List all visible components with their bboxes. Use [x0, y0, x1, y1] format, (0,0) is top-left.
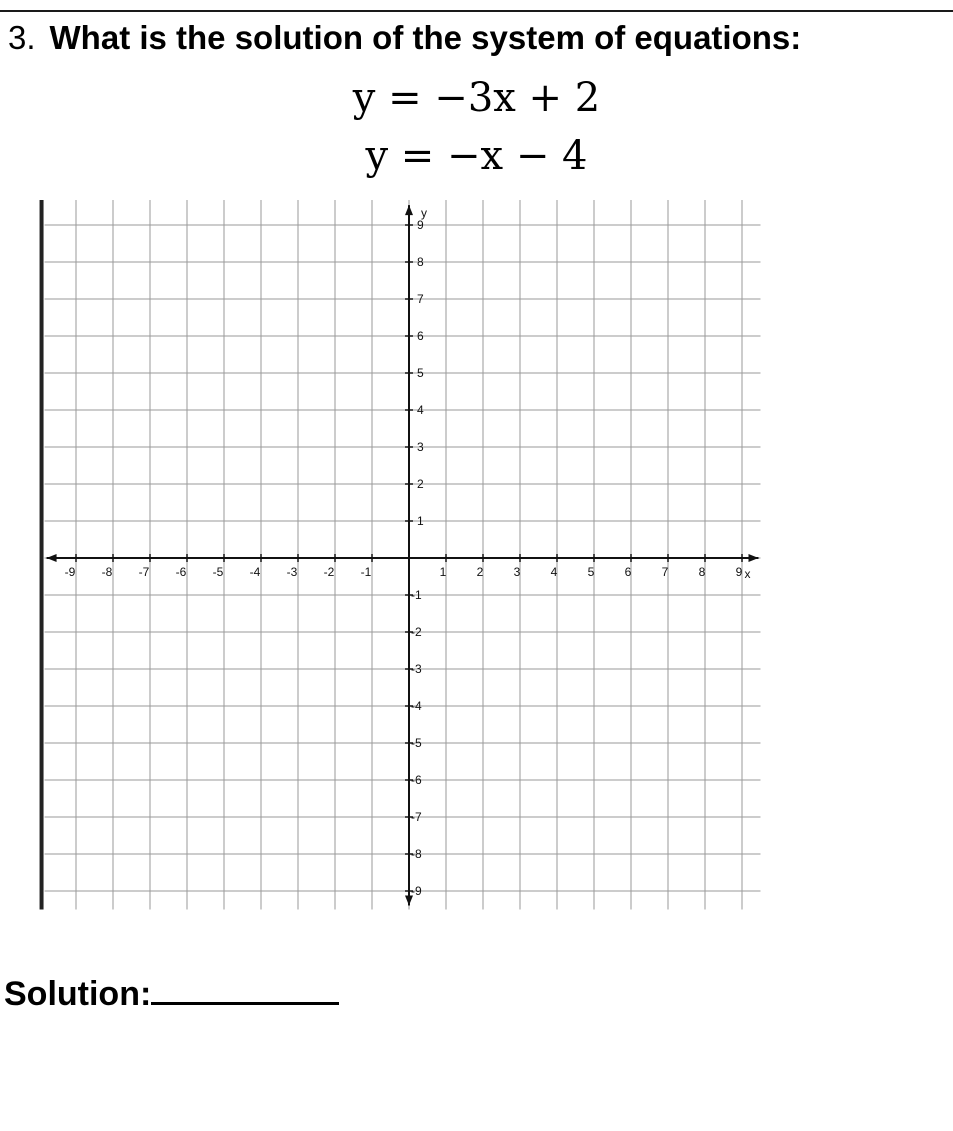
y-tick-label: -8	[411, 847, 422, 861]
x-tick-label: 5	[587, 565, 595, 579]
x-tick-label: -4	[249, 565, 261, 579]
x-tick-label: -1	[360, 565, 372, 579]
y-tick-label: 8	[417, 255, 424, 269]
x-tick-label: 8	[698, 565, 706, 579]
x-tick-label: -6	[175, 565, 187, 579]
equation-1: y = −3x + 2	[352, 75, 601, 121]
y-tick-label: -1	[411, 588, 422, 602]
x-tick-label: -2	[323, 565, 335, 579]
x-tick-label: 7	[661, 565, 669, 579]
x-tick-label: 3	[513, 565, 521, 579]
x-tick-label: -7	[138, 565, 150, 579]
y-tick-label: -2	[411, 625, 422, 639]
x-tick-label: 9	[735, 565, 743, 579]
y-tick-label: 4	[417, 403, 424, 417]
solution-answer-blank[interactable]	[151, 974, 339, 1005]
y-tick-label: 3	[417, 440, 424, 454]
x-tick-label: -9	[64, 565, 76, 579]
x-axis-arrow-right	[749, 554, 759, 562]
solution-label: Solution:	[4, 975, 152, 1013]
x-axis-arrow-left	[47, 554, 57, 562]
y-tick-label: -3	[411, 662, 422, 676]
question-heading	[8, 18, 801, 58]
y-axis-label: y	[421, 206, 427, 221]
y-tick-label: -4	[411, 699, 422, 713]
y-tick-label: 9	[417, 218, 424, 232]
y-tick-label: -5	[411, 736, 422, 750]
top-rule	[0, 10, 953, 12]
x-tick-label: 1	[439, 565, 447, 579]
x-tick-label: -3	[286, 565, 298, 579]
x-tick-label: 4	[550, 565, 558, 579]
x-tick-label: -5	[212, 565, 224, 579]
y-tick-label: 1	[417, 514, 424, 528]
y-axis-arrow-up	[405, 205, 413, 215]
y-tick-label: -9	[411, 884, 422, 898]
question-number: 3.	[8, 19, 36, 56]
y-tick-label: 7	[417, 292, 424, 306]
coordinate-grid[interactable]	[0, 200, 800, 915]
question-text: What is the solution of the system of equations:	[49, 19, 802, 56]
y-tick-label: -7	[411, 810, 422, 824]
grid-lines	[45, 200, 761, 910]
y-tick-label: 2	[417, 477, 424, 491]
x-axis-label: x	[744, 567, 751, 581]
y-tick-label: 5	[417, 366, 424, 380]
x-tick-label: -8	[101, 565, 113, 579]
y-tick-label: -6	[411, 773, 422, 787]
y-tick-label: 6	[417, 329, 424, 343]
x-tick-label: 6	[624, 565, 632, 579]
equation-2: y = −x − 4	[365, 133, 588, 179]
solution-line	[4, 974, 339, 1014]
x-tick-label: 2	[476, 565, 484, 579]
